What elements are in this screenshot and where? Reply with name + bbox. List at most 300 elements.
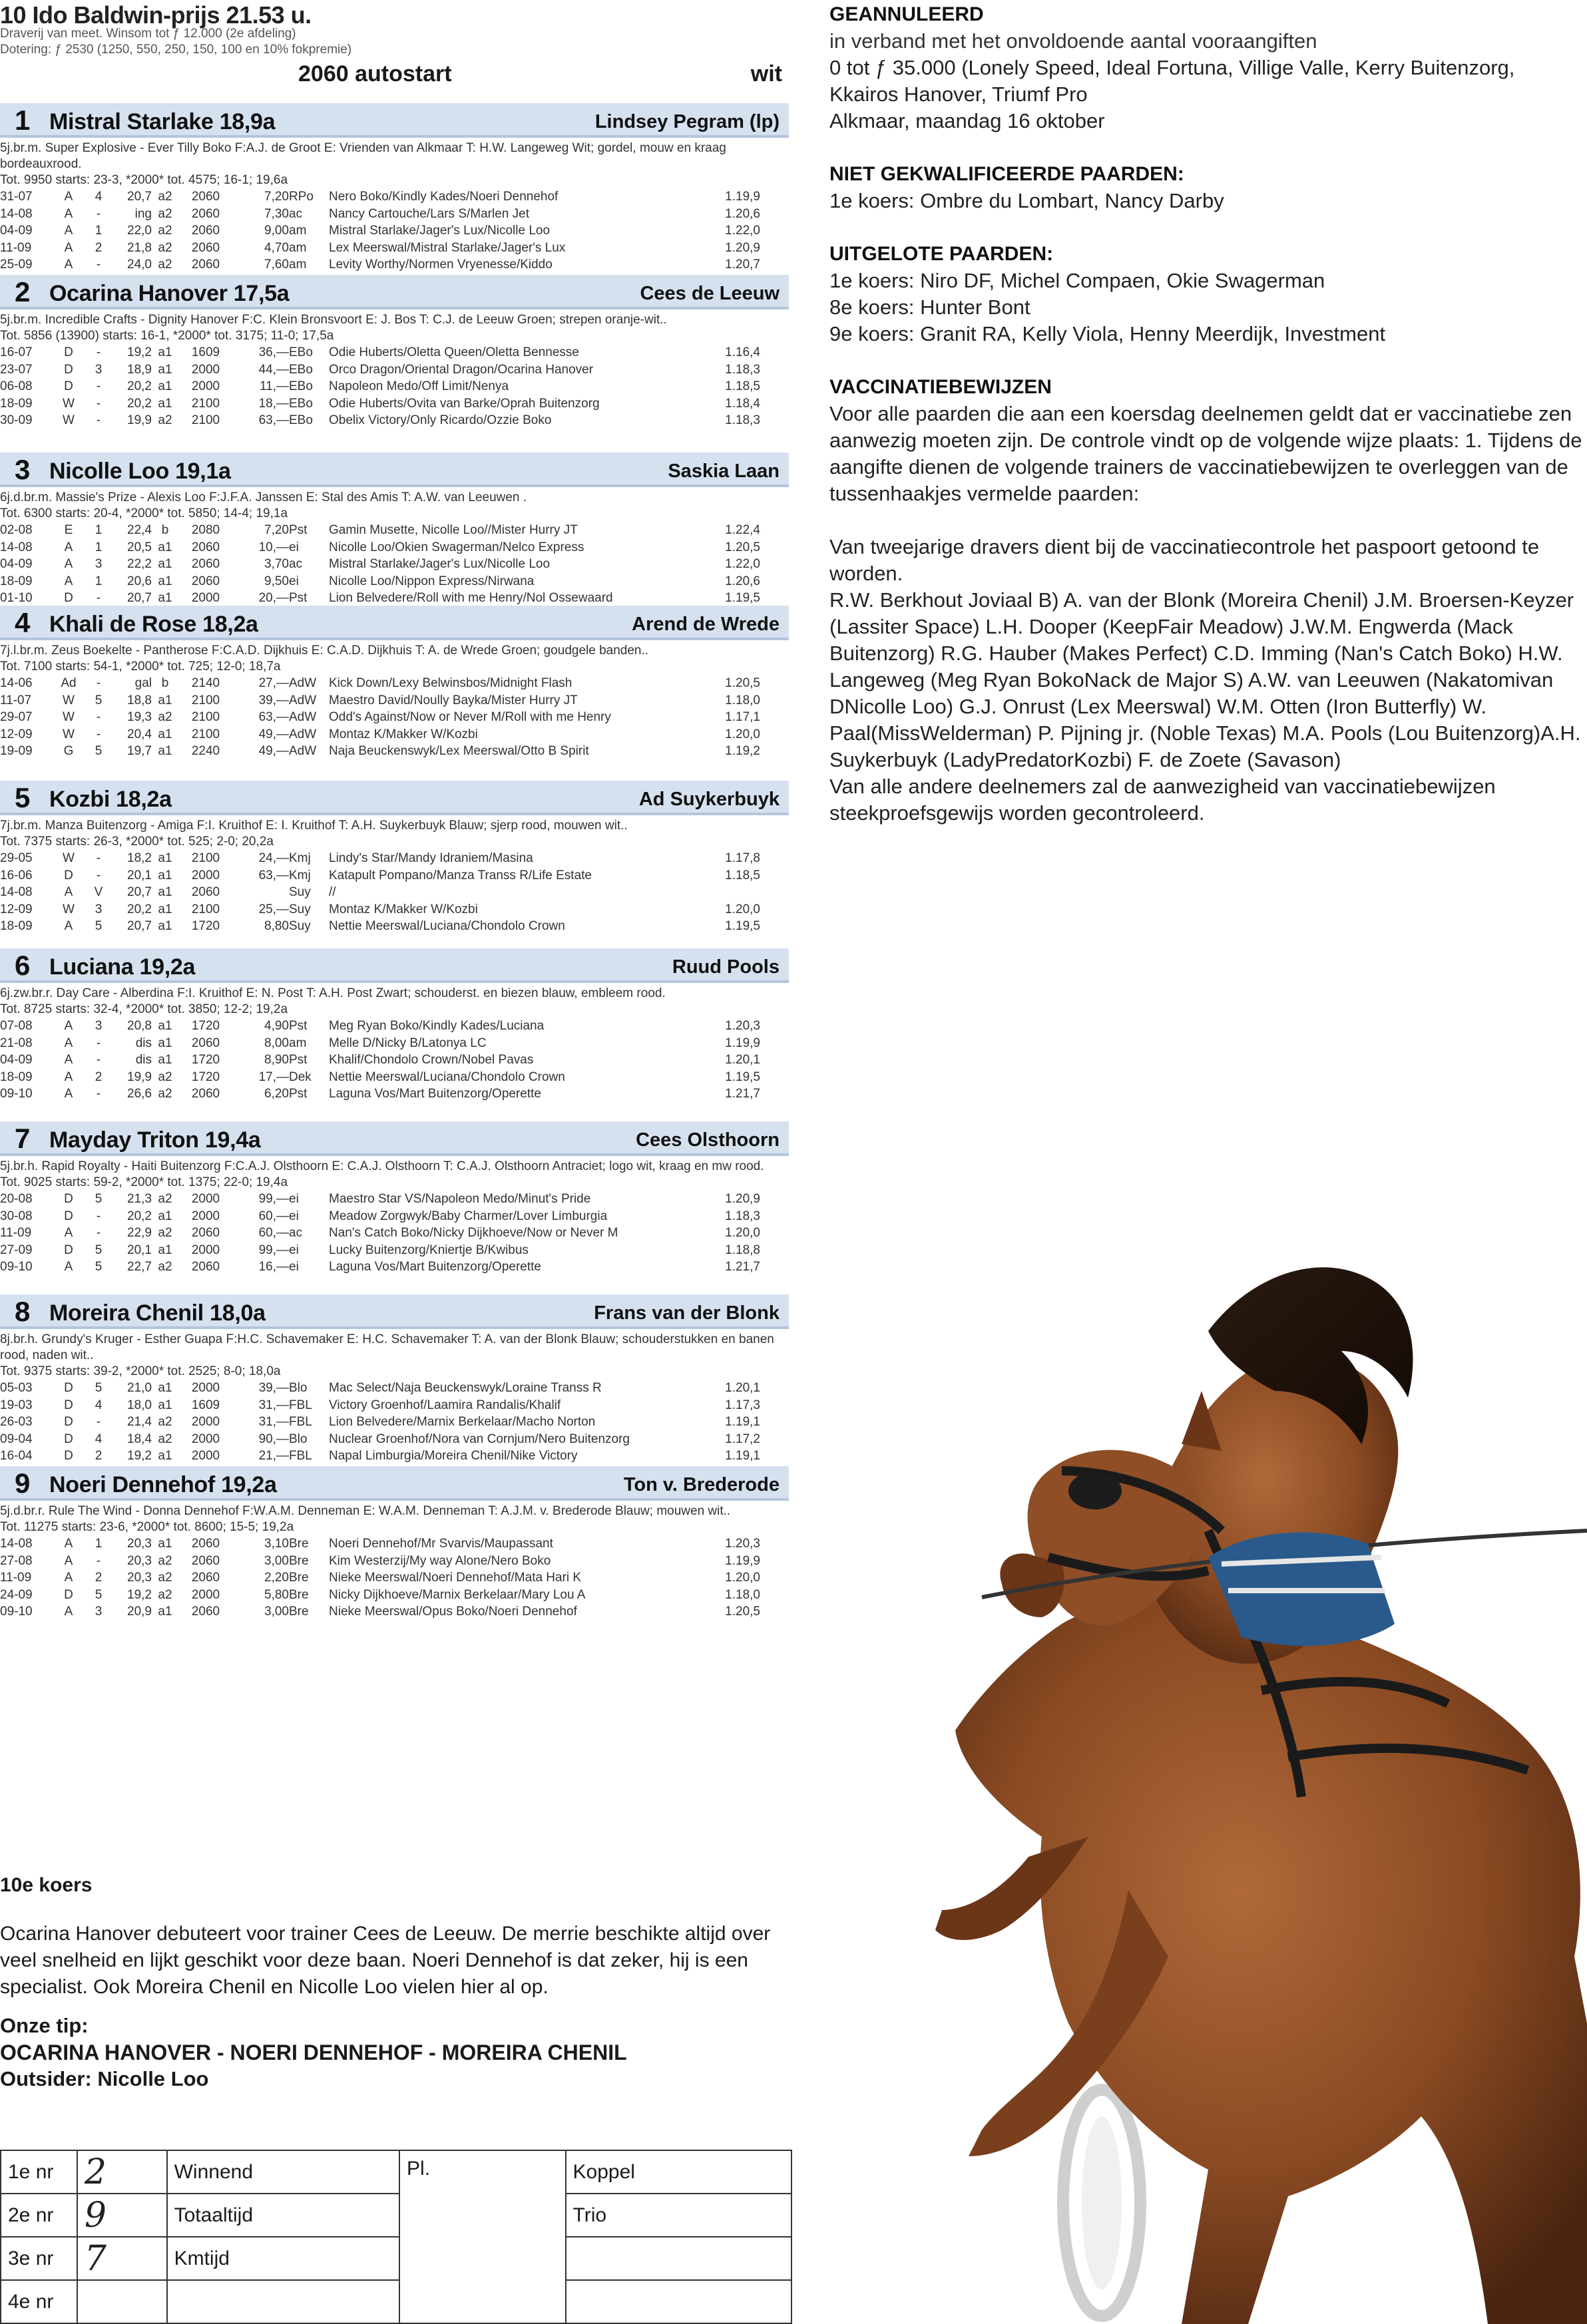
tip-heading: Onze tip: — [0, 2014, 89, 2037]
horse-header-bar — [0, 948, 789, 983]
form-date: 30-09 — [0, 413, 33, 427]
form-time: 22,9 — [127, 1226, 152, 1240]
form-row — [0, 1587, 760, 1604]
form-time: 18,8 — [127, 693, 152, 707]
form-price: 27,— — [258, 676, 289, 690]
form-track: A — [64, 190, 73, 204]
horse-header-bar — [0, 1121, 789, 1156]
form-start: a1 — [158, 885, 172, 899]
grid-extra-bet: Trio — [566, 2194, 792, 2237]
form-driver: ei — [289, 540, 299, 554]
form-row — [0, 361, 760, 379]
tip-outsider: Outsider: Nicolle Loo — [0, 2067, 209, 2090]
form-winning-time: 1.20,3 — [725, 1019, 760, 1033]
form-track: A — [64, 1019, 73, 1033]
koers-heading: 10e koers — [0, 1874, 93, 1896]
form-price: 7,30 — [264, 206, 289, 221]
form-time: 24,0 — [127, 258, 152, 272]
horse-driver: Cees Olsthoorn — [636, 1129, 780, 1151]
form-track: W — [63, 693, 75, 707]
form-date: 29-07 — [0, 710, 33, 724]
horse-number: 1 — [15, 104, 31, 136]
form-place: - — [96, 727, 101, 741]
form-winning-time: 1.16,4 — [725, 345, 760, 359]
grid-extra-bet — [566, 2237, 792, 2280]
form-track: D — [64, 1432, 73, 1446]
form-track: A — [64, 574, 73, 588]
form-row — [0, 918, 760, 935]
form-result: Orco Dragon/Oriental Dragon/Ocarina Hanover — [329, 362, 594, 377]
uitgelote-line: 1e koers: Niro DF, Michel Compaen, Okie Swagerman — [829, 269, 1325, 292]
form-price: 99,— — [258, 1243, 289, 1257]
form-place: - — [96, 379, 101, 393]
form-date: 09-10 — [0, 1260, 33, 1274]
horse-totals: Tot. 7100 starts: 54-1, *2000* tot. 725; 12-0; 18,7a — [0, 660, 281, 674]
form-driver: ei — [289, 574, 299, 588]
form-driver: Pst — [289, 1019, 308, 1033]
form-track: A — [64, 1553, 73, 1568]
form-result: Laguna Vos/Mart Buitenzorg/Operette — [329, 1087, 541, 1101]
horse-entry — [0, 1121, 789, 1276]
horse-name: Moreira Chenil 18,0a — [49, 1300, 266, 1326]
form-track: D — [64, 591, 73, 605]
form-distance: 2080 — [191, 523, 220, 537]
form-price: 31,— — [258, 1415, 289, 1429]
horse-number: 9 — [15, 1467, 31, 1499]
grid-bet-type — [167, 2280, 399, 2323]
form-row — [0, 901, 760, 918]
form-distance: 1720 — [191, 1053, 220, 1067]
form-time: 19,9 — [127, 413, 152, 427]
form-track: A — [64, 240, 73, 255]
form-price: 99,— — [258, 1192, 289, 1206]
form-price: 90,— — [258, 1432, 289, 1446]
form-time: 20,9 — [127, 1605, 152, 1619]
horse-pedigree: 6j.d.br.m. Massie's Prize - Alexis Loo F:J.F.A. Janssen E: Stal des Amis T: A.W. van Leeuwen . — [0, 490, 527, 504]
form-row — [0, 1448, 760, 1465]
form-start: a1 — [158, 362, 172, 377]
form-start: a2 — [158, 1587, 172, 1602]
form-result: Napoleon Medo/Off Limit/Nenya — [329, 379, 509, 393]
form-place: - — [96, 1209, 101, 1223]
form-time: 20,7 — [127, 190, 152, 204]
form-price: 60,— — [258, 1209, 289, 1223]
form-place: - — [96, 1415, 101, 1429]
form-distance: 2060 — [191, 574, 220, 588]
vaccinatie-paragraph: Van tweejarige dravers dient bij de vaccinatiecontrole het paspoort getoond te worden. — [829, 535, 1540, 585]
grid-place: Pl. — [399, 2150, 566, 2194]
form-result: Nettie Meerswal/Luciana/Chondolo Crown — [329, 1069, 565, 1084]
form-date: 19-09 — [0, 744, 33, 758]
grid-handwritten-number: 2 — [77, 2150, 167, 2194]
form-result: Nero Boko/Kindly Kades/Noeri Dennehof — [329, 190, 559, 204]
horse-header-bar — [0, 781, 789, 815]
form-time: 20,7 — [127, 885, 152, 899]
form-row — [0, 1191, 760, 1208]
form-time: dis — [135, 1036, 152, 1050]
form-distance: 2100 — [191, 727, 220, 741]
form-driver: Pst — [289, 1053, 308, 1067]
form-date: 11-09 — [0, 1571, 32, 1585]
form-driver: Bre — [289, 1537, 309, 1551]
grid-row — [1, 2280, 792, 2323]
form-time: 20,2 — [127, 379, 152, 393]
grid-place — [399, 2280, 566, 2323]
form-price: 25,— — [258, 902, 289, 916]
form-date: 20-08 — [0, 1192, 33, 1206]
form-place: - — [96, 1087, 101, 1101]
form-winning-time: 1.17,2 — [725, 1432, 760, 1446]
form-place: 2 — [95, 240, 103, 255]
form-result: Maestro Star VS/Napoleon Medo/Minut's Pride — [329, 1192, 591, 1206]
form-driver: Blo — [289, 1381, 308, 1395]
form-time: 20,1 — [127, 1243, 152, 1257]
form-time: 19,2 — [127, 345, 152, 359]
form-driver: FBL — [289, 1398, 312, 1412]
form-row — [0, 378, 760, 395]
form-row — [0, 522, 760, 539]
form-place: - — [96, 868, 101, 882]
form-distance: 2060 — [191, 1553, 220, 1568]
form-distance: 2100 — [191, 413, 220, 427]
form-price: 17,— — [258, 1069, 289, 1084]
form-date: 18-09 — [0, 396, 33, 411]
form-driver: Blo — [289, 1432, 308, 1446]
form-winning-time: 1.18,0 — [725, 1587, 760, 1602]
form-distance: 2100 — [191, 851, 220, 865]
form-table — [0, 1018, 760, 1103]
horse-header-bar — [0, 103, 789, 138]
horse-name: Khali de Rose 18,2a — [49, 612, 258, 637]
form-price: 9,50 — [264, 574, 289, 588]
form-winning-time: 1.18,3 — [725, 413, 760, 427]
form-time: 20,7 — [127, 919, 152, 933]
geannuleerd-line: Alkmaar, maandag 16 oktober — [829, 109, 1105, 132]
grid-place — [399, 2237, 566, 2280]
horse-number: 3 — [15, 454, 31, 485]
form-driver: RPo — [289, 190, 314, 204]
form-track: A — [64, 1069, 73, 1084]
form-time: 20,7 — [127, 591, 152, 605]
form-result: Odie Huberts/Ovita van Barke/Oprah Buitenzorg — [329, 396, 600, 411]
form-row — [0, 1035, 760, 1052]
form-distance: 2060 — [191, 240, 220, 255]
form-winning-time: 1.19,5 — [725, 591, 760, 605]
form-driver: AdW — [289, 710, 317, 724]
form-winning-time: 1.20,0 — [725, 1571, 760, 1585]
form-winning-time: 1.18,3 — [725, 1209, 760, 1223]
form-row — [0, 884, 760, 901]
form-result: Kim Westerzij/My way Alone/Nero Boko — [329, 1553, 551, 1568]
form-time: 20,5 — [127, 540, 152, 554]
grid-row — [1, 2150, 792, 2194]
form-place: 4 — [95, 1398, 103, 1412]
form-date: 11-07 — [0, 693, 32, 707]
section-niet-gekwalificeerd — [829, 161, 1587, 214]
form-start: a2 — [158, 1260, 172, 1274]
form-row — [0, 692, 760, 709]
form-date: 18-09 — [0, 574, 33, 588]
form-time: 20,3 — [127, 1537, 152, 1551]
form-price — [233, 884, 289, 901]
form-time: 18,4 — [127, 1432, 152, 1446]
form-time: dis — [135, 1053, 152, 1067]
form-place: 1 — [95, 224, 103, 238]
horse-pedigree: 8j.br.h. Grundy's Kruger - Esther Guapa F:H.C. Schavemaker E: H.C. Schavemaker T: A. van der Blonk Blauw; schouderstukken en banen rood, naden wit.. — [0, 1332, 774, 1362]
form-row — [0, 1242, 760, 1259]
form-driver: EBo — [289, 396, 313, 411]
form-row — [0, 256, 760, 274]
form-date: 29-05 — [0, 851, 33, 865]
form-winning-time: 1.19,9 — [725, 190, 760, 204]
form-time: 20,6 — [127, 574, 152, 588]
form-price: 36,— — [258, 345, 289, 359]
form-winning-time: 1.18,5 — [725, 868, 760, 882]
form-winning-time: 1.18,5 — [725, 379, 760, 393]
form-row — [0, 539, 760, 556]
form-result: Nuclear Groenhof/Nora van Cornjum/Nero Buitenzorg — [329, 1432, 630, 1446]
form-time: ing — [134, 206, 152, 221]
form-date: 30-08 — [0, 1209, 33, 1223]
race-color: wit — [750, 61, 782, 87]
geannuleerd-line: in verband met het onvoldoende aantal vooraangiften — [829, 29, 1317, 53]
form-result: Lion Belvedere/Roll with me Henry/Nol Ossewaard — [329, 591, 613, 605]
form-date: 21-08 — [0, 1036, 33, 1050]
form-result: Nicky Dijkhoeve/Marnix Berkelaar/Mary Lou A — [329, 1587, 586, 1602]
horse-driver: Ad Suykerbuyk — [638, 789, 780, 810]
form-result: Lindy's Star/Mandy Idraniem/Masina — [329, 851, 533, 865]
form-time: gal — [134, 676, 152, 690]
horse-totals: Tot. 6300 starts: 20-4, *2000* tot. 5850; 14-4; 19,1a — [0, 506, 288, 520]
grid-place — [399, 2194, 566, 2237]
form-winning-time — [720, 884, 760, 901]
form-row — [0, 1018, 760, 1035]
form-result: Victory Groenhof/Laamira Randalis/Khalif — [329, 1398, 561, 1412]
horse-name: Nicolle Loo 19,1a — [49, 459, 231, 484]
form-start: a2 — [158, 1192, 172, 1206]
form-start: a1 — [158, 1398, 172, 1412]
form-driver: am — [289, 258, 307, 272]
form-track: A — [64, 1087, 73, 1101]
form-row — [0, 1414, 760, 1431]
form-place: 5 — [95, 919, 103, 933]
form-distance: 1720 — [191, 1019, 220, 1033]
form-place: V — [94, 885, 103, 899]
form-result: // — [329, 885, 336, 899]
form-price: 8,90 — [264, 1053, 289, 1067]
form-date: 14-08 — [0, 885, 33, 899]
form-date: 11-09 — [0, 240, 32, 255]
form-place: - — [96, 1053, 101, 1067]
form-date: 25-09 — [0, 258, 33, 272]
form-winning-time: 1.20,5 — [725, 540, 760, 554]
form-date: 14-08 — [0, 1537, 33, 1551]
form-driver: Bre — [289, 1605, 309, 1619]
form-distance: 2060 — [191, 1571, 220, 1585]
form-date: 01-10 — [0, 591, 33, 605]
form-track: W — [63, 851, 75, 865]
horse-driver: Ruud Pools — [672, 956, 780, 978]
form-result: Noeri Dennehof/Mr Svarvis/Maupassant — [329, 1537, 553, 1551]
form-row — [0, 1069, 760, 1086]
form-place: - — [96, 345, 101, 359]
form-start: a2 — [158, 1069, 172, 1084]
form-time: 19,3 — [127, 710, 152, 724]
form-time: 20,2 — [127, 396, 152, 411]
grid-extra-bet: Koppel — [566, 2150, 792, 2194]
form-winning-time: 1.19,9 — [725, 1036, 760, 1050]
form-result: Katapult Pompano/Manza Transs R/Life Estate — [329, 868, 592, 882]
form-driver: ac — [289, 206, 303, 221]
trotting-horse-photo — [782, 1158, 1587, 2324]
form-driver: Pst — [289, 1087, 308, 1101]
form-start: a1 — [158, 851, 172, 865]
koers-text: Ocarina Hanover debuteert voor trainer Cees de Leeuw. De merrie beschikte altijd over veel snelheid en lijkt geschikt voor deze baan. Noeri Dennehof is dat zeker, hij is een specialist. Ook Moreira Chenil en Nicolle Loo vielen hier al op. — [0, 1923, 771, 1998]
form-start: a2 — [158, 258, 172, 272]
form-driver: ei — [289, 1260, 299, 1274]
form-place: 1 — [95, 540, 103, 554]
horse-driver: Lindsey Pegram (lp) — [594, 111, 780, 132]
horse-number: 4 — [15, 607, 31, 638]
horse-driver: Cees de Leeuw — [640, 283, 780, 304]
form-driver: am — [289, 240, 307, 255]
horse-name: Luciana 19,2a — [49, 954, 196, 980]
form-distance: 2060 — [191, 1260, 220, 1274]
horse-header-bar — [0, 1294, 789, 1329]
form-price: 21,— — [258, 1449, 289, 1463]
form-table — [0, 850, 760, 935]
form-start: a1 — [158, 591, 172, 605]
form-winning-time: 1.19,9 — [725, 1553, 760, 1568]
form-driver: AdW — [289, 676, 317, 690]
form-date: 12-09 — [0, 727, 33, 741]
form-place: 1 — [95, 574, 103, 588]
form-start: a2 — [158, 1415, 172, 1429]
form-start: a1 — [158, 1019, 172, 1033]
form-date: 27-08 — [0, 1553, 33, 1568]
form-winning-time: 1.18,3 — [725, 362, 760, 377]
form-place: 1 — [95, 1537, 103, 1551]
form-result: Mac Select/Naja Beuckenswyk/Loraine Transs R — [329, 1381, 602, 1395]
form-driver: ei — [289, 1192, 299, 1206]
form-row — [0, 1225, 760, 1242]
form-row — [0, 206, 760, 223]
form-result: Odie Huberts/Oletta Queen/Oletta Bennesse — [329, 345, 579, 359]
horse-header-bar — [0, 453, 789, 487]
horse-totals: Tot. 11275 starts: 23-6, *2000* tot. 8600; 15-5; 19,2a — [0, 1520, 294, 1534]
form-row — [0, 726, 760, 743]
form-driver: Bre — [289, 1587, 309, 1602]
form-distance: 2100 — [191, 396, 220, 411]
form-result: Lex Meerswal/Mistral Starlake/Jager's Lux — [329, 240, 566, 255]
form-place: - — [96, 591, 101, 605]
grid-position-label: 4e nr — [1, 2280, 77, 2323]
form-time: 21,3 — [127, 1192, 152, 1206]
form-winning-time: 1.22,0 — [725, 224, 760, 238]
race-title: 10 Ido Baldwin-prijs 21.53 u. — [0, 1, 312, 29]
grid-handwritten-number: 9 — [77, 2194, 167, 2237]
form-winning-time: 1.20,7 — [725, 258, 760, 272]
form-winning-time: 1.20,0 — [725, 1226, 760, 1240]
form-result: Odd's Against/Now or Never M/Roll with me Henry — [329, 710, 611, 724]
form-price: 49,— — [258, 744, 289, 758]
geannuleerd-heading: GEANNULEERD — [829, 3, 984, 25]
form-winning-time: 1.20,5 — [725, 676, 760, 690]
form-result: Naja Beuckenswyk/Lex Meerswal/Otto B Spirit — [329, 744, 589, 758]
form-start: a1 — [158, 574, 172, 588]
horse-totals: Tot. 7375 starts: 26-3, *2000* tot. 525; 2-0; 20,2a — [0, 835, 274, 849]
form-start: a1 — [158, 1243, 172, 1257]
horse-name: Mayday Triton 19,4a — [49, 1127, 261, 1153]
form-winning-time: 1.20,9 — [725, 240, 760, 255]
form-price: 20,— — [258, 591, 289, 605]
grid-position-label: 2e nr — [1, 2194, 77, 2237]
form-date: 05-03 — [0, 1381, 33, 1395]
form-date: 16-04 — [0, 1449, 33, 1463]
horse-entry — [0, 1294, 789, 1465]
form-distance: 2000 — [191, 362, 220, 377]
horse-pedigree: 7j.l.br.m. Zeus Boekelte - Pantherose F:C.A.D. Dijkhuis E: C.A.D. Dijkhuis T: A. de Wrede Groen; goudgele banden.. — [0, 644, 649, 658]
form-driver: FBL — [289, 1449, 312, 1463]
form-winning-time: 1.21,7 — [725, 1087, 760, 1101]
form-place: 2 — [95, 1571, 103, 1585]
form-driver: EBo — [289, 362, 313, 377]
form-distance: 2240 — [191, 744, 220, 758]
horse-name: Mistral Starlake 18,9a — [49, 109, 276, 134]
form-result: Melle D/Nicky B/Latonya LC — [329, 1036, 487, 1050]
form-start: a2 — [158, 206, 172, 221]
form-price: 9,00 — [264, 224, 289, 238]
form-driver: Suy — [289, 919, 311, 933]
form-start: a2 — [158, 1571, 172, 1585]
form-winning-time: 1.17,1 — [725, 710, 760, 724]
form-track: A — [64, 1605, 73, 1619]
form-time: 20,3 — [127, 1571, 152, 1585]
form-row — [0, 1569, 760, 1587]
form-date: 16-07 — [0, 345, 33, 359]
form-winning-time: 1.21,7 — [725, 1260, 760, 1274]
form-row — [0, 344, 760, 361]
horse-name: Ocarina Hanover 17,5a — [49, 281, 290, 306]
form-driver: Bre — [289, 1571, 309, 1585]
race-distance-start: 2060 autostart — [298, 61, 452, 87]
horse-totals: Tot. 9025 starts: 59-2, *2000* tot. 1375; 22-0; 19,4a — [0, 1175, 288, 1189]
form-start: a2 — [158, 240, 172, 255]
form-row — [0, 1431, 760, 1448]
form-time: 20,8 — [127, 1019, 152, 1033]
form-distance: 2060 — [191, 224, 220, 238]
form-result: Nieke Meerswal/Opus Boko/Noeri Dennehof — [329, 1605, 577, 1619]
form-time: 21,8 — [127, 240, 152, 255]
form-row — [0, 743, 760, 760]
form-date: 04-09 — [0, 1053, 33, 1067]
form-result: Montaz K/Makker W/Kozbi — [329, 902, 478, 916]
form-distance: 2000 — [191, 591, 220, 605]
form-result: Nieke Meerswal/Noeri Dennehof/Mata Hari K — [329, 1571, 582, 1585]
form-track: A — [64, 258, 73, 272]
form-date: 06-08 — [0, 379, 33, 393]
form-driver: EBo — [289, 379, 313, 393]
form-start: a1 — [158, 540, 172, 554]
form-track: D — [64, 1243, 73, 1257]
horse-header-bar — [0, 1466, 789, 1501]
form-driver: FBL — [289, 1415, 312, 1429]
form-price: 24,— — [258, 851, 289, 865]
form-row — [0, 412, 760, 429]
form-distance: 2000 — [191, 1415, 220, 1429]
niet-gekwalificeerd-heading: NIET GEKWALIFICEERDE PAARDEN: — [829, 163, 1184, 185]
form-price: 2,20 — [264, 1571, 289, 1585]
